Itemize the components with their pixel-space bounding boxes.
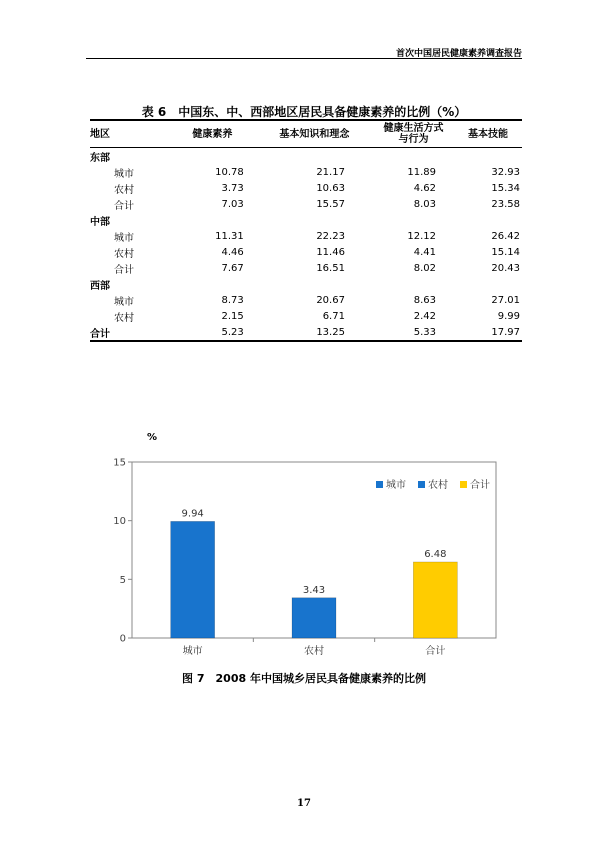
row-label: 农村 bbox=[114, 312, 134, 324]
table-cell: 21.17 bbox=[316, 166, 345, 178]
table-cell: 15.57 bbox=[316, 198, 345, 210]
table-cell: 20.67 bbox=[316, 294, 345, 306]
table-cell: 8.03 bbox=[413, 198, 436, 210]
header-cell: 健康素养 bbox=[169, 120, 256, 148]
table-cell bbox=[169, 276, 256, 292]
table-caption: 表 6 中国东、中、西部地区居民具备健康素养的比例（%） bbox=[141, 105, 467, 119]
table-row bbox=[90, 212, 522, 228]
table-cell: 6.71 bbox=[322, 310, 345, 322]
table-cell: 17.97 bbox=[454, 324, 522, 341]
page-number: 17 bbox=[297, 798, 311, 809]
table-cell: 3.73 bbox=[221, 182, 244, 194]
y-tick-label: 15 bbox=[113, 457, 126, 469]
table-cell bbox=[256, 212, 373, 228]
row-label: 合计 bbox=[114, 264, 134, 276]
table-cell: 16.51 bbox=[316, 262, 345, 274]
row-label: 农村 bbox=[114, 248, 134, 260]
legend-label: 合计 bbox=[470, 480, 490, 491]
table-cell: 11.46 bbox=[316, 246, 345, 258]
table-cell bbox=[373, 148, 454, 165]
row-label: 合计 bbox=[114, 200, 134, 212]
row-label: 合计 bbox=[90, 324, 169, 341]
table-row bbox=[90, 324, 522, 341]
table-cell: 15.34 bbox=[491, 182, 520, 194]
bar-合计 bbox=[413, 562, 457, 638]
table-cell: 13.25 bbox=[256, 324, 373, 341]
y-tick-label: 0 bbox=[119, 633, 126, 645]
data-label: 6.48 bbox=[424, 548, 447, 560]
table-cell: 22.23 bbox=[316, 230, 345, 242]
header-cell: 基本知识和理念 bbox=[256, 120, 373, 148]
table-row bbox=[90, 308, 522, 324]
table-cell: 5.23 bbox=[169, 324, 256, 341]
table-cell: 11.89 bbox=[407, 166, 436, 178]
figure-caption: 图 7 2008 年中国城乡居民具备健康素养的比例 bbox=[182, 672, 426, 685]
table-cell bbox=[373, 212, 454, 228]
table-cell: 11.31 bbox=[215, 230, 244, 242]
y-tick-label: 5 bbox=[119, 574, 126, 586]
x-tick-label: 合计 bbox=[425, 646, 446, 655]
table-cell: 8.02 bbox=[413, 262, 436, 274]
table-cell: 4.46 bbox=[221, 246, 244, 258]
y-tick-label: 10 bbox=[113, 516, 126, 528]
table-row bbox=[90, 260, 522, 276]
bar-农村 bbox=[292, 598, 336, 638]
row-label: 城市 bbox=[114, 296, 134, 308]
table-cell bbox=[169, 148, 256, 165]
bar-城市 bbox=[171, 521, 215, 638]
table-cell bbox=[454, 276, 522, 292]
table-cell bbox=[256, 276, 373, 292]
legend-swatch bbox=[460, 481, 467, 488]
table-header-row bbox=[90, 120, 522, 148]
x-tick-label: 城市 bbox=[182, 646, 203, 655]
table-cell: 8.63 bbox=[413, 294, 436, 306]
table-cell: 12.12 bbox=[407, 230, 436, 242]
table-cell: 9.99 bbox=[497, 310, 520, 322]
table-cell: 8.73 bbox=[221, 294, 244, 306]
header-cell: 基本技能 bbox=[454, 120, 522, 148]
data-table bbox=[90, 119, 522, 342]
table-cell: 23.58 bbox=[491, 198, 520, 210]
row-label: 西部 bbox=[90, 280, 110, 292]
table-row bbox=[90, 164, 522, 180]
table-row bbox=[90, 292, 522, 308]
table-row bbox=[90, 180, 522, 196]
bar-chart bbox=[100, 425, 520, 655]
table-cell bbox=[169, 212, 256, 228]
table-cell: 2.42 bbox=[413, 310, 436, 322]
y-unit-label: % bbox=[147, 432, 158, 443]
table-cell: 20.43 bbox=[491, 262, 520, 274]
legend-swatch bbox=[376, 481, 383, 488]
table-cell: 26.42 bbox=[491, 230, 520, 242]
header-cell: 健康生活方式 与行为 bbox=[373, 120, 454, 148]
table-row bbox=[90, 276, 522, 292]
table-cell: 5.33 bbox=[373, 324, 454, 341]
row-label: 东部 bbox=[90, 152, 110, 164]
data-label: 3.43 bbox=[302, 584, 326, 596]
row-label: 城市 bbox=[114, 232, 134, 244]
row-label: 中部 bbox=[90, 216, 110, 228]
row-label: 城市 bbox=[114, 168, 134, 180]
table-cell: 2.15 bbox=[221, 310, 244, 322]
table-row bbox=[90, 228, 522, 244]
table-row bbox=[90, 148, 522, 165]
table-cell: 4.62 bbox=[413, 182, 436, 194]
table-cell bbox=[454, 212, 522, 228]
table-cell: 4.41 bbox=[413, 246, 436, 258]
table-cell: 15.14 bbox=[491, 246, 520, 258]
legend-swatch bbox=[418, 481, 425, 488]
header-rule bbox=[86, 58, 522, 59]
table-cell: 10.78 bbox=[215, 166, 244, 178]
table-row bbox=[90, 196, 522, 212]
legend-label: 城市 bbox=[386, 480, 406, 491]
data-label: 9.94 bbox=[181, 508, 204, 520]
table-cell: 27.01 bbox=[491, 294, 520, 306]
header-cell: 地区 bbox=[90, 120, 169, 148]
table-cell: 10.63 bbox=[316, 182, 345, 194]
table-row bbox=[90, 244, 522, 260]
table-cell: 7.03 bbox=[221, 198, 244, 210]
table-cell bbox=[373, 276, 454, 292]
running-header: 首次中国居民健康素养调查报告 bbox=[395, 49, 522, 59]
table-cell bbox=[256, 148, 373, 165]
row-label: 农村 bbox=[114, 184, 134, 196]
table-cell: 32.93 bbox=[491, 166, 520, 178]
x-tick-label: 农村 bbox=[304, 646, 324, 655]
table-cell: 7.67 bbox=[221, 262, 244, 274]
legend-label: 农村 bbox=[428, 480, 448, 491]
table-cell bbox=[454, 148, 522, 165]
